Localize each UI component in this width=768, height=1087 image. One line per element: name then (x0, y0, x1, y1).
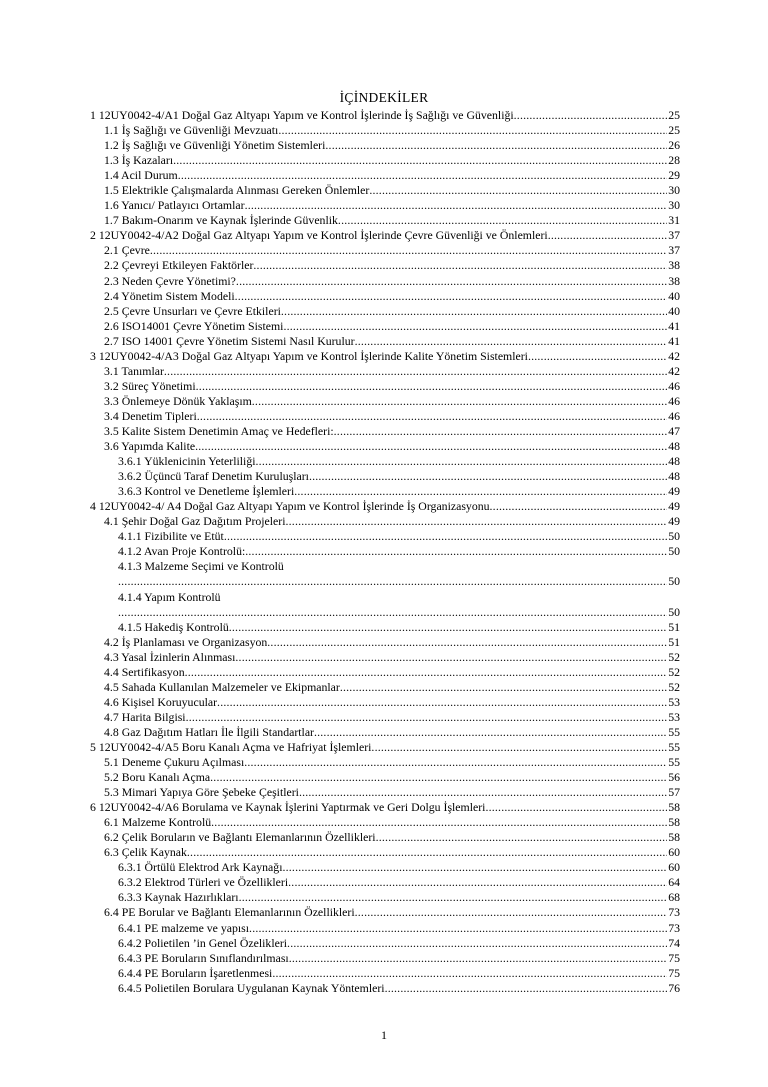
toc-dot-leader (245, 198, 668, 213)
toc-dot-leader (289, 951, 667, 966)
toc-dot-leader (325, 138, 667, 153)
toc-entry-label: 5 12UY0042-4/A5 Boru Kanalı Açma ve Hafriyat İşlemleri (90, 739, 372, 754)
toc-entry (90, 454, 680, 469)
toc-entry-label: 4.1.3 Malzeme Seçimi ve Kontrolü (118, 559, 284, 574)
toc-entry-label: 3.6.1 Yüklenicinin Yeterliliği (118, 454, 256, 469)
toc-entry-label: 1.3 İş Kazaları (104, 153, 174, 168)
toc-dot-leader (278, 123, 667, 138)
toc-dot-leader (186, 710, 668, 725)
toc-entry-page: 26 (668, 138, 680, 153)
toc-entry-label: 1.7 Bakım-Onarım ve Kaynak İşlerinde Güvenlik (104, 213, 338, 228)
toc-entry (90, 153, 680, 168)
toc-entry-label: 1.2 İş Sağlığı ve Güvenliği Yönetim Sistemleri (104, 138, 326, 153)
toc-entry-label: 6.4.2 Polietilen ’in Genel Özelikleri (118, 935, 288, 950)
toc-entry (90, 590, 680, 605)
toc-entry-label: 4.1.2 Avan Proje Kontrolü: (118, 544, 246, 559)
toc-entry-page: 51 (668, 619, 680, 634)
toc-entry-label: 6.3.2 Elektrod Türleri ve Özellikleri (118, 875, 289, 890)
toc-entry (90, 334, 680, 349)
toc-dot-leader (485, 800, 667, 815)
toc-dot-leader (195, 439, 667, 454)
toc-dot-leader (236, 274, 667, 289)
toc-dot-leader (229, 620, 667, 635)
toc-entry (90, 289, 680, 304)
toc-dot-leader (256, 454, 668, 469)
toc-entry (90, 183, 680, 198)
toc-dot-leader (211, 815, 667, 830)
toc-dot-leader (286, 514, 668, 529)
toc-entry-page: 49 (668, 499, 680, 514)
toc-entry-page: 50 (668, 574, 680, 589)
toc-entry (90, 499, 680, 514)
toc-entry-page: 55 (668, 739, 680, 754)
toc-entry (90, 574, 680, 589)
toc-entry-label: 5.1 Deneme Çukuru Açılması (104, 755, 245, 770)
toc-entry-page: 74 (668, 935, 680, 950)
toc-entry-page: 58 (668, 800, 680, 815)
toc-entry (90, 394, 680, 409)
toc-entry-page: 47 (668, 423, 680, 438)
toc-entry (90, 830, 680, 845)
toc-entry-page: 30 (668, 198, 680, 213)
toc-entry-page: 52 (668, 664, 680, 679)
toc-entry-label: 5.2 Boru Kanalı Açma (104, 770, 211, 785)
toc-entry-page: 60 (668, 845, 680, 860)
toc-entry (90, 274, 680, 289)
toc-entry-page: 28 (668, 153, 680, 168)
toc-entry (90, 905, 680, 920)
toc-entry-page: 46 (668, 393, 680, 408)
toc-entry-page: 31 (668, 213, 680, 228)
toc-dot-leader (197, 409, 667, 424)
toc-entry-label: 5.3 Mimari Yapıya Göre Şebeke Çeşitleri (104, 785, 299, 800)
toc-entry-page: 46 (668, 378, 680, 393)
toc-entry (90, 665, 680, 680)
toc-entry-page: 52 (668, 649, 680, 664)
toc-entry-page: 37 (668, 228, 680, 243)
toc-entry (90, 544, 680, 559)
toc-dot-leader (376, 830, 668, 845)
toc-entry-label: 2.2 Çevreyi Etkileyen Faktörler (104, 258, 254, 273)
toc-entry (90, 319, 680, 334)
toc-dot-leader (178, 168, 667, 183)
toc-entry-label: 6.4.1 PE malzeme ve yapısı (118, 920, 250, 935)
toc-entry (90, 635, 680, 650)
toc-entry (90, 213, 680, 228)
toc-dot-leader (299, 785, 667, 800)
toc-entry-label: 6.2 Çelik Boruların ve Bağlantı Elemanlarının Özellikleri (104, 830, 376, 845)
toc-entry-page: 51 (668, 634, 680, 649)
toc-entry (90, 304, 680, 319)
toc-dot-leader (371, 740, 667, 755)
toc-entry-page: 53 (668, 709, 680, 724)
toc-dot-leader (244, 755, 667, 770)
toc-entry-page: 29 (668, 168, 680, 183)
toc-dot-leader (338, 213, 667, 228)
toc-entry (90, 198, 680, 213)
toc-entry-label: 3.6.2 Üçüncü Taraf Denetim Kuruluşları (118, 469, 309, 484)
toc-entry-label: 6.3.3 Kaynak Hazırlıkları (118, 890, 239, 905)
toc-entry-label: 2.3 Neden Çevre Yönetimi? (104, 273, 236, 288)
toc-entry-page: 40 (668, 303, 680, 318)
toc-entry-label: 6.3 Çelik Kaynak (104, 845, 187, 860)
toc-entry-label: 3.6 Yapımda Kalite (104, 439, 196, 454)
toc-dot-leader (528, 349, 667, 364)
toc-entry (90, 755, 680, 770)
toc-entry (90, 815, 680, 830)
toc-entry-label: 6.4.5 Polietilen Borulara Uygulanan Kaynak Yöntemleri (118, 980, 385, 995)
toc-dot-leader (185, 665, 668, 680)
toc-dot-leader (235, 289, 668, 304)
table-of-contents (90, 108, 680, 996)
toc-entry-label: 3.4 Denetim Tipleri (104, 408, 197, 423)
toc-entry-page: 52 (668, 679, 680, 694)
toc-entry (90, 108, 680, 123)
toc-dot-leader (355, 905, 668, 920)
toc-entry-label: 4.8 Gaz Dağıtım Hatları İle İlgili Standartlar (104, 724, 314, 739)
toc-dot-leader (239, 890, 668, 905)
toc-entry-page: 76 (668, 980, 680, 995)
toc-entry-label: 6.4.4 PE Boruların İşaretlenmesi (118, 965, 273, 980)
toc-dot-leader (272, 966, 667, 981)
toc-entry (90, 484, 680, 499)
toc-entry-label: 3 12UY0042-4/A3 Doğal Gaz Altyapı Yapım ve Kontrol İşlerinde Kalite Yönetim Sistemleri (90, 348, 528, 363)
toc-entry (90, 605, 680, 620)
toc-entry-label: 2 12UY0042-4/A2 Doğal Gaz Altyapı Yapım ve Kontrol İşlerinde Çevre Güvenliği ve Önlemleri (90, 228, 548, 243)
toc-entry (90, 379, 680, 394)
toc-entry-label: 4.7 Harita Bilgisi (104, 709, 186, 724)
toc-entry (90, 228, 680, 243)
toc-entry (90, 785, 680, 800)
toc-entry-label: 3.6.3 Kontrol ve Denetleme İşlemleri (118, 484, 295, 499)
toc-entry-label: 4.3 Yasal İzinlerin Alınması (104, 649, 236, 664)
toc-entry (90, 620, 680, 635)
toc-entry (90, 469, 680, 484)
toc-entry-page: 49 (668, 484, 680, 499)
toc-dot-leader (282, 860, 667, 875)
toc-entry (90, 725, 680, 740)
toc-entry (90, 966, 680, 981)
toc-dot-leader (196, 379, 668, 394)
toc-entry (90, 860, 680, 875)
toc-entry (90, 168, 680, 183)
toc-entry-label: 1 12UY0042-4/A1 Doğal Gaz Altyapı Yapım ve Kontrol İşlerinde İş Sağlığı ve Güvenliği (90, 108, 514, 122)
toc-entry (90, 424, 680, 439)
toc-entry-page: 42 (668, 348, 680, 363)
toc-dot-leader (245, 544, 667, 559)
toc-dot-leader (253, 258, 667, 273)
toc-entry-label: 1.1 İş Sağlığı ve Güvenliği Mevzuatı (104, 123, 279, 138)
toc-entry (90, 800, 680, 815)
toc-entry-page: 42 (668, 363, 680, 378)
toc-dot-leader (514, 108, 668, 123)
toc-entry (90, 123, 680, 138)
toc-entry-label: 2.5 Çevre Unsurları ve Çevre Etkileri (104, 303, 281, 318)
toc-entry-page: 55 (668, 755, 680, 770)
toc-entry-page: 56 (668, 770, 680, 785)
toc-entry (90, 981, 680, 996)
toc-entry-label: 4 12UY0042-4/ A4 Doğal Gaz Altyapı Yapım ve Kontrol İşlerinde İş Organizasyonu (90, 499, 490, 514)
toc-entry-page: 49 (668, 514, 680, 529)
toc-entry-page: 53 (668, 694, 680, 709)
toc-dot-leader (217, 695, 667, 710)
toc-entry-label: 6.1 Malzeme Kontrolü (104, 815, 212, 830)
toc-entry-page: 38 (668, 258, 680, 273)
toc-dot-leader (164, 364, 667, 379)
toc-entry-label: 1.6 Yanıcı/ Patlayıcı Ortamlar (104, 198, 245, 213)
toc-entry-page: 57 (668, 785, 680, 800)
toc-entry (90, 650, 680, 665)
toc-entry-page: 50 (668, 529, 680, 544)
toc-entry-label: 4.6 Kişisel Koruyucular (104, 694, 218, 709)
toc-entry (90, 138, 680, 153)
toc-entry-label: 1.5 Elektrikle Çalışmalarda Alınması Gereken Önlemler (104, 183, 370, 198)
toc-entry (90, 890, 680, 905)
toc-entry-label: 6 12UY0042-4/A6 Borulama ve Kaynak İşlerini Yaptırmak ve Geri Dolgu İşlemleri (90, 800, 486, 815)
toc-entry (90, 349, 680, 364)
toc-dot-leader (210, 770, 667, 785)
toc-entry (90, 409, 680, 424)
toc-entry (90, 710, 680, 725)
toc-entry-page: 25 (668, 123, 680, 138)
toc-entry-label: 6.3.1 Örtülü Elektrod Ark Kaynağı (118, 860, 283, 875)
toc-entry-page: 64 (668, 875, 680, 890)
toc-dot-leader (334, 424, 668, 439)
toc-dot-leader (309, 469, 667, 484)
toc-entry-page: 73 (668, 920, 680, 935)
toc-entry-page: 30 (668, 183, 680, 198)
toc-dot-leader (369, 183, 667, 198)
toc-entry-page: 41 (668, 333, 680, 348)
toc-entry-page: 50 (668, 544, 680, 559)
page-number: 1 (381, 1028, 387, 1042)
toc-entry-page: 60 (668, 860, 680, 875)
toc-entry-label: 3.5 Kalite Sistem Denetimin Amaç ve Hedefleri: (104, 423, 334, 438)
toc-dot-leader (267, 635, 667, 650)
toc-entry-label: 4.4 Sertifikasyon (104, 664, 185, 679)
toc-title: İÇİNDEKİLER (339, 90, 429, 105)
toc-entry-page: 50 (668, 604, 680, 619)
toc-entry-page: 48 (668, 439, 680, 454)
toc-entry-label: 4.1 Şehir Doğal Gaz Dağıtım Projeleri (104, 514, 286, 529)
toc-entry-label: 2.1 Çevre (104, 243, 150, 258)
toc-entry (90, 951, 680, 966)
toc-entry-label: 3.2 Süreç Yönetimi (104, 378, 196, 393)
toc-entry (90, 680, 680, 695)
toc-entry-label: 4.1.4 Yapım Kontrolü (118, 589, 221, 604)
toc-entry (90, 740, 680, 755)
toc-dot-leader (187, 845, 667, 860)
toc-entry-page: 75 (668, 950, 680, 965)
toc-entry-label: 6.4 PE Borular ve Bağlantı Elemanlarının Özellikleri (104, 905, 355, 920)
toc-entry-page: 38 (668, 273, 680, 288)
toc-entry-label: 3.3 Önlemeye Dönük Yaklaşım (104, 393, 252, 408)
toc-dot-leader (173, 153, 667, 168)
toc-dot-leader (314, 725, 667, 740)
toc-dot-leader (249, 921, 667, 936)
toc-entry-label: 3.1 Tanımlar (104, 363, 164, 378)
toc-dot-leader (283, 319, 667, 334)
toc-entry-page: 48 (668, 469, 680, 484)
toc-entry-page: 46 (668, 408, 680, 423)
toc-entry-page: 37 (668, 243, 680, 258)
toc-dot-leader (118, 574, 667, 589)
toc-entry-page: 58 (668, 815, 680, 830)
toc-entry-page: 55 (668, 724, 680, 739)
toc-entry (90, 936, 680, 951)
toc-entry-page: 58 (668, 830, 680, 845)
toc-entry (90, 770, 680, 785)
toc-dot-leader (490, 499, 668, 514)
toc-dot-leader (281, 304, 667, 319)
toc-entry (90, 921, 680, 936)
toc-entry-page: 68 (668, 890, 680, 905)
toc-dot-leader (548, 228, 668, 243)
toc-dot-leader (118, 605, 667, 620)
toc-entry-label: 1.4 Acil Durum (104, 168, 178, 183)
toc-entry-label: 4.1.1 Fizibilite ve Etüt (118, 529, 224, 544)
toc-entry-page: 25 (668, 108, 680, 122)
toc-dot-leader (224, 529, 667, 544)
toc-entry (90, 845, 680, 860)
toc-entry-label: 4.2 İş Planlaması ve Organizasyon (104, 634, 268, 649)
toc-entry-label: 4.1.5 Hakediş Kontrolü (118, 619, 229, 634)
toc-entry (90, 875, 680, 890)
toc-entry (90, 559, 680, 574)
toc-entry (90, 529, 680, 544)
toc-dot-leader (252, 394, 667, 409)
toc-entry-label: 2.4 Yönetim Sistem Modeli (104, 288, 235, 303)
toc-entry-page: 40 (668, 288, 680, 303)
toc-dot-leader (150, 243, 667, 258)
toc-dot-leader (287, 936, 667, 951)
toc-entry-label: 6.4.3 PE Boruların Sınıflandırılması (118, 950, 289, 965)
toc-entry-label: 2.7 ISO 14001 Çevre Yönetim Sistemi Nasıl Kurulur (104, 333, 355, 348)
toc-dot-leader (235, 650, 667, 665)
toc-entry (90, 364, 680, 379)
toc-dot-leader (294, 484, 667, 499)
toc-entry-page: 41 (668, 318, 680, 333)
toc-entry (90, 258, 680, 273)
toc-entry-page: 73 (668, 905, 680, 920)
toc-entry (90, 695, 680, 710)
toc-entry-page: 48 (668, 454, 680, 469)
toc-dot-leader (340, 680, 667, 695)
toc-dot-leader (355, 334, 668, 349)
toc-dot-leader (385, 981, 668, 996)
toc-entry-label: 2.6 ISO14001 Çevre Yönetim Sistemi (104, 318, 284, 333)
toc-entry (90, 514, 680, 529)
toc-entry (90, 243, 680, 258)
toc-entry-label: 4.5 Sahada Kullanılan Malzemeler ve Ekipmanlar (104, 679, 340, 694)
toc-dot-leader (288, 875, 667, 890)
toc-entry (90, 439, 680, 454)
toc-entry-page: 75 (668, 965, 680, 980)
